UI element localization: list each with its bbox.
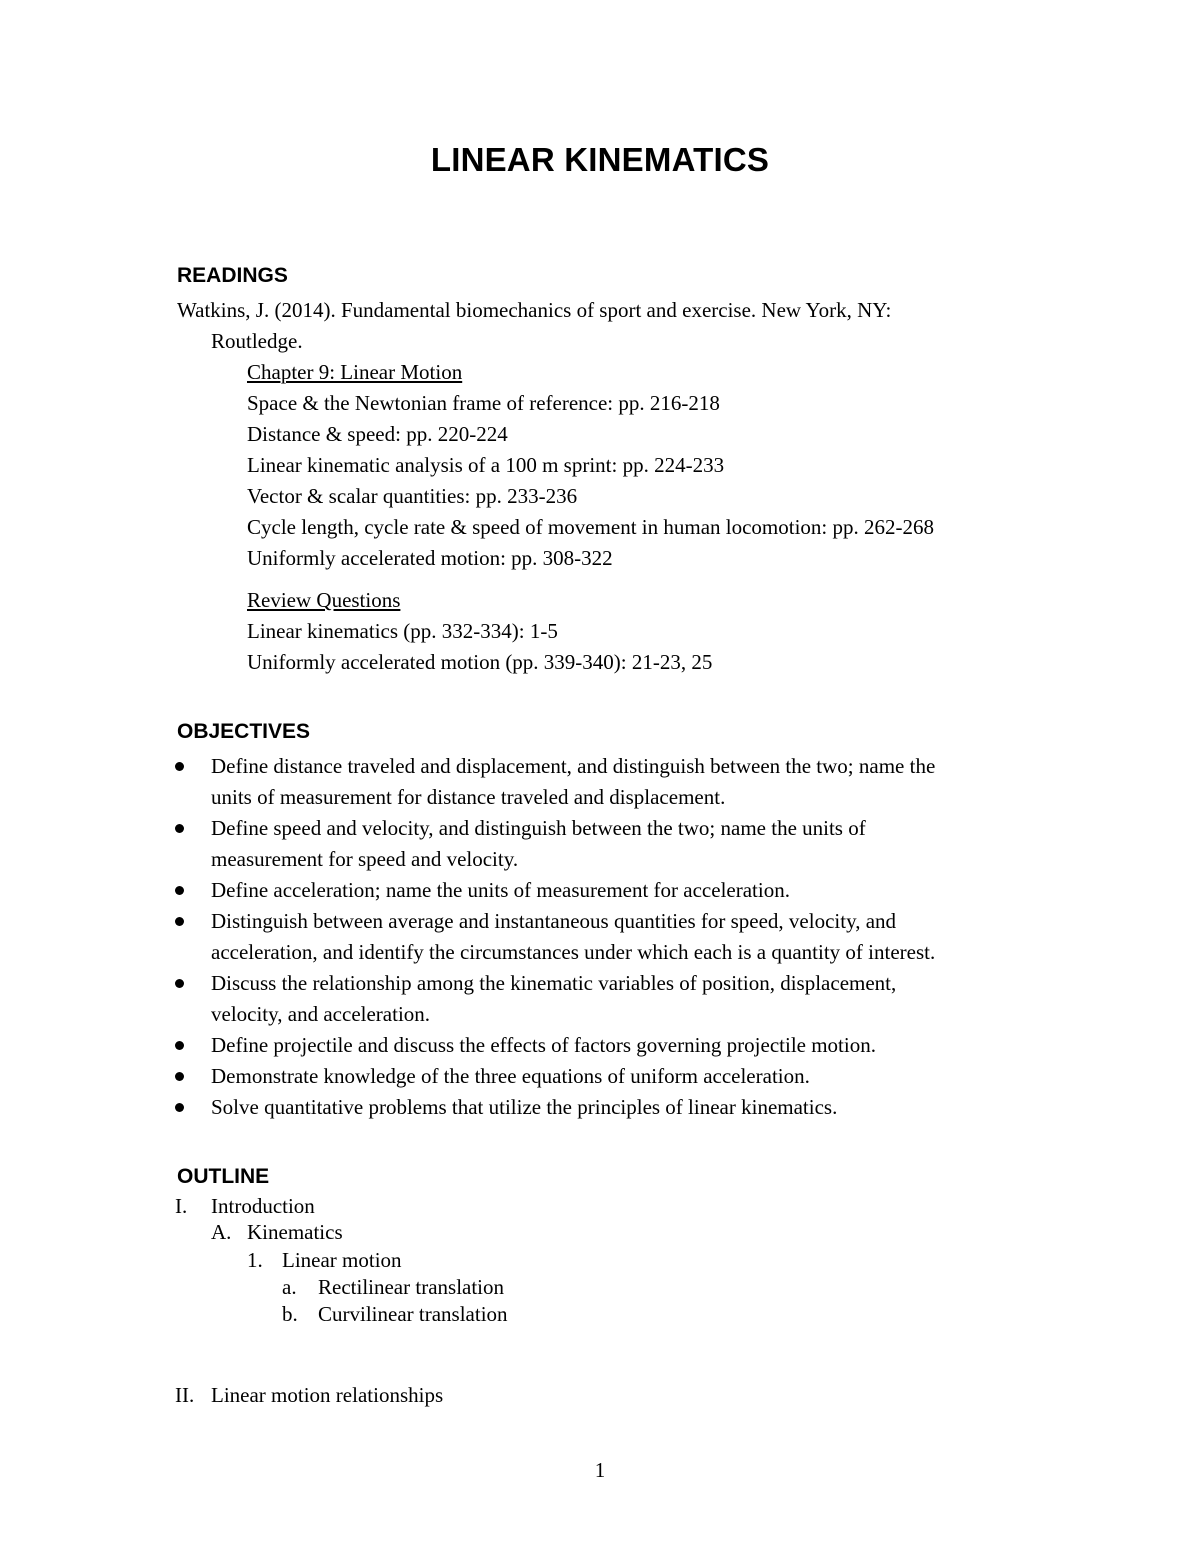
- outline-item: Rectilinear translation: [318, 1275, 505, 1299]
- bullet-icon: [175, 1072, 184, 1081]
- outline-marker: II.: [175, 1383, 195, 1407]
- objective-item-continuation: measurement for speed and velocity.: [211, 847, 519, 871]
- outline-item: Linear motion: [282, 1248, 402, 1272]
- objective-item: Discuss the relationship among the kinematic variables of position, displacement,: [211, 971, 897, 995]
- reading-item: Linear kinematic analysis of a 100 m sprint: pp. 224-233: [247, 453, 725, 477]
- bullet-icon: [175, 979, 184, 988]
- reading-item: Space & the Newtonian frame of reference: pp. 216-218: [247, 391, 720, 415]
- bullet-icon: [175, 886, 184, 895]
- bullet-icon: [175, 824, 184, 833]
- citation-line: Watkins, J. (2014). Fundamental biomechanics of sport and exercise. New York, NY:: [177, 298, 892, 322]
- objective-item: Define speed and velocity, and distinguish between the two; name the units of: [211, 816, 866, 840]
- outline-marker: b.: [282, 1302, 298, 1326]
- objective-item: Define distance traveled and displacement, and distinguish between the two; name the: [211, 754, 936, 778]
- objective-item-continuation: units of measurement for distance traveled and displacement.: [211, 785, 726, 809]
- outline-item: Curvilinear translation: [318, 1302, 508, 1326]
- reading-item: Cycle length, cycle rate & speed of movement in human locomotion: pp. 262-268: [247, 515, 935, 539]
- objective-item: Distinguish between average and instantaneous quantities for speed, velocity, and: [211, 909, 897, 933]
- review-questions-heading: Review Questions: [247, 588, 401, 612]
- bullet-icon: [175, 762, 184, 771]
- outline-item: Introduction: [211, 1194, 315, 1218]
- outline-marker: 1.: [247, 1248, 263, 1272]
- page-number: 1: [594, 1458, 606, 1482]
- outline-marker: I.: [175, 1194, 188, 1218]
- bullet-icon: [175, 1041, 184, 1050]
- readings-heading: READINGS: [177, 264, 288, 287]
- review-item: Uniformly accelerated motion (pp. 339-340): 21-23, 25: [247, 650, 713, 674]
- objective-item: Define acceleration; name the units of measurement for acceleration.: [211, 878, 790, 902]
- outline-marker: a.: [282, 1275, 297, 1299]
- bullet-icon: [175, 1103, 184, 1112]
- reading-item: Distance & speed: pp. 220-224: [247, 422, 508, 446]
- page-title: LINEAR KINEMATICS: [430, 141, 770, 178]
- outline-item: Linear motion relationships: [211, 1383, 444, 1407]
- outline-item: Kinematics: [247, 1220, 343, 1244]
- citation-line: Routledge.: [211, 329, 303, 353]
- review-item: Linear kinematics (pp. 332-334): 1-5: [247, 619, 558, 643]
- objective-item: Define projectile and discuss the effects of factors governing projectile motion.: [211, 1033, 876, 1057]
- reading-item: Vector & scalar quantities: pp. 233-236: [247, 484, 578, 508]
- outline-marker: A.: [211, 1220, 232, 1244]
- objective-item: Demonstrate knowledge of the three equations of uniform acceleration.: [211, 1064, 810, 1088]
- objective-item: Solve quantitative problems that utilize the principles of linear kinematics.: [211, 1095, 838, 1119]
- objective-item-continuation: velocity, and acceleration.: [211, 1002, 431, 1026]
- objective-item-continuation: acceleration, and identify the circumstances under which each is a quantity of interest.: [211, 940, 936, 964]
- chapter-heading: Chapter 9: Linear Motion: [247, 360, 463, 384]
- outline-heading: OUTLINE: [177, 1165, 270, 1188]
- objectives-heading: OBJECTIVES: [177, 720, 311, 743]
- reading-item: Uniformly accelerated motion: pp. 308-322: [247, 546, 613, 570]
- bullet-icon: [175, 917, 184, 926]
